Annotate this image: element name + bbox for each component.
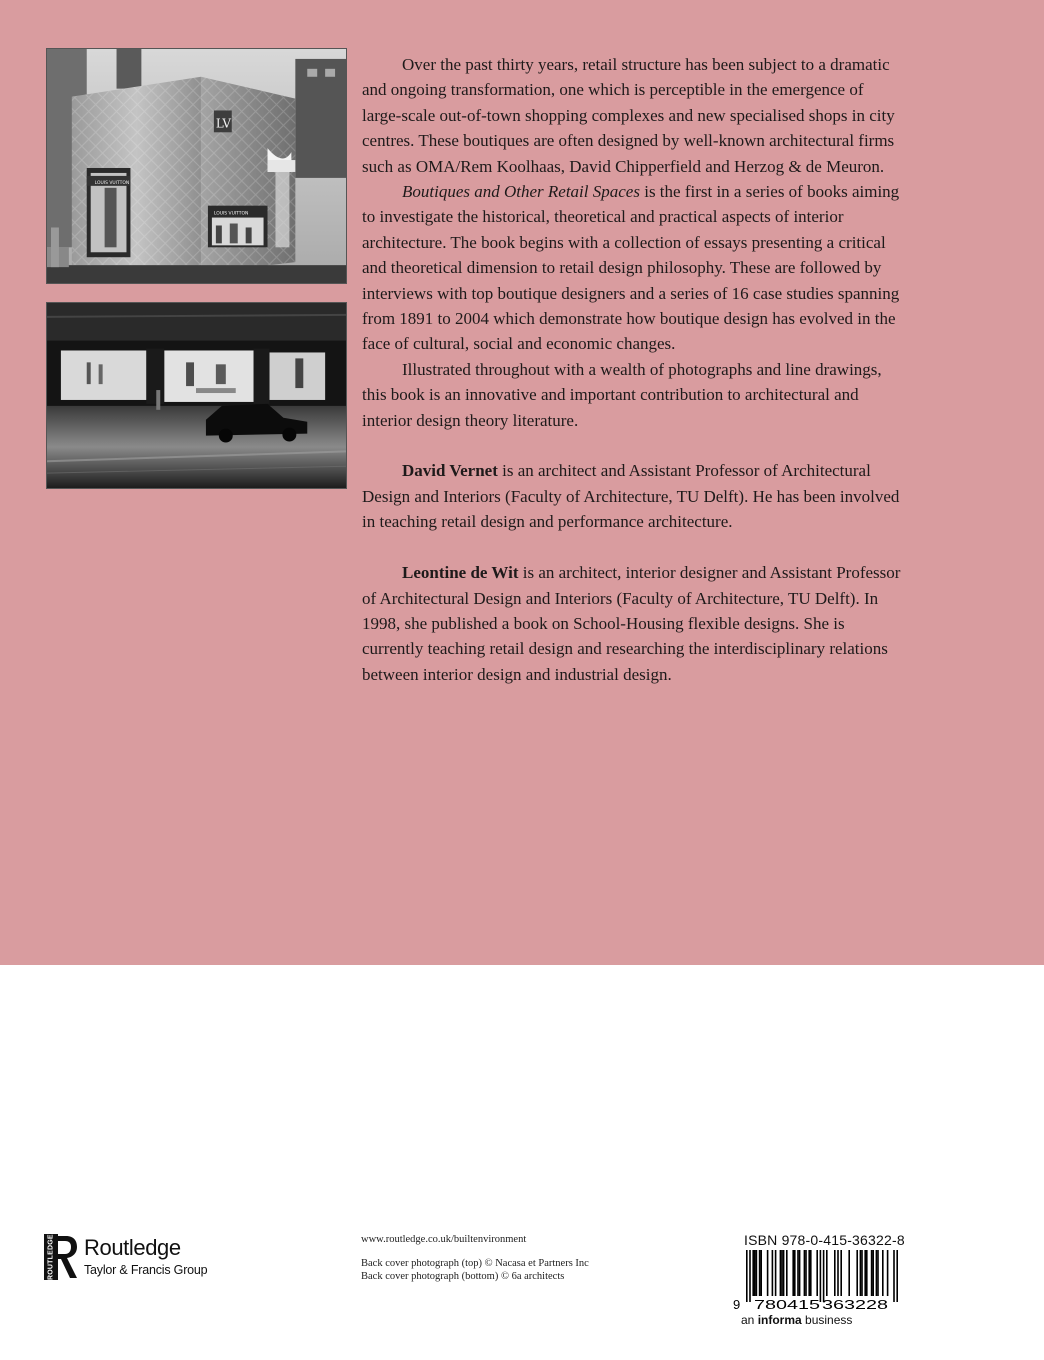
author-bio-text-1: is an architect and Assistant Professor of Architectural Design and Interiors (Faculty of Architecture, TU Delft). He has been involved in teaching retail design and performance architecture.: [362, 461, 900, 532]
barcode-first-digit: 9: [733, 1297, 741, 1310]
barcode-left-digits: 780415: [754, 1297, 820, 1310]
publisher-group: Taylor & Francis Group: [84, 1263, 208, 1277]
barcode-bar: [834, 1250, 836, 1296]
lv-sign-door: LOUIS VUITTON: [94, 180, 130, 186]
informa-tagline: [741, 1313, 852, 1327]
barcode-bar: [752, 1250, 754, 1296]
barcode-bar: [804, 1250, 806, 1296]
logo-side-word: ROUTLEDGE: [47, 1234, 55, 1280]
barcode-bar: [780, 1250, 782, 1296]
barcode-bar: [871, 1250, 873, 1296]
book-title-italic: Boutiques and Other Retail Spaces: [402, 182, 640, 202]
barcode-bar: [799, 1250, 801, 1296]
barcode-bar: [893, 1250, 895, 1302]
barcode-bar: [772, 1250, 774, 1296]
barcode-bar: [805, 1250, 807, 1296]
barcode-bar: [783, 1250, 785, 1296]
barcode-bar: [786, 1250, 788, 1296]
blurb-paragraph-3: Illustrated throughout with a wealth of photographs and line drawings, this book is an innovative and important contribution to architectural and interior design theory literature.: [362, 359, 882, 430]
barcode-bar: [887, 1250, 889, 1296]
back-cover-blurb: [362, 52, 902, 687]
barcode-bar: [754, 1250, 756, 1296]
barcode-bar: [816, 1250, 818, 1296]
barcode-bar: [848, 1250, 850, 1296]
informa-bold: informa: [757, 1313, 802, 1327]
author-bio-1: [362, 458, 902, 534]
barcode-bar: [756, 1250, 758, 1296]
publisher-url[interactable]: www.routledge.co.uk/builtenvironment: [361, 1234, 527, 1245]
blurb-paragraph-2: [362, 179, 902, 357]
barcode-bar: [837, 1250, 839, 1296]
barcode-bar: [861, 1250, 863, 1296]
barcode: [732, 1250, 902, 1310]
blurb-paragraph-1: Over the past thirty years, retail structure has been subject to a dramatic and ongoing transformation, one which is perceptible in the emergence of large-scale out-of-town shopping complexes and new specialised shops in city centres. These boutiques are often designed by well-known architectural firms such as OMA/Rem Koolhaas, David Chipperfield and Herzog & de Meuron.: [362, 55, 895, 176]
lv-logo-text: LV: [215, 116, 231, 131]
barcode-bar: [876, 1250, 878, 1296]
barcode-bar: [759, 1250, 761, 1296]
barcode-bar: [896, 1250, 898, 1302]
barcode-bar: [749, 1250, 751, 1302]
barcode-bar: [808, 1250, 810, 1296]
barcode-bar: [746, 1250, 748, 1302]
blurb-paragraph-2-text: is the first in a series of books aiming to investigate the historical, theoretical and practical aspects of interior architecture. The book begins with a collection of essays presenting a critical and theoretical dimension to retail design philosophy. These are followed by interviews with top boutique designers and a series of 16 case studies spanning from 1891 to 2004 which demonstrate how boutique design has evolved in the face of cultural, social and economic changes.: [362, 182, 900, 354]
barcode-bar: [826, 1250, 828, 1296]
barcode-bar: [794, 1250, 796, 1296]
author-name-1: David Vernet: [402, 461, 498, 481]
photo-credit-bottom: Back cover photograph (bottom) © 6a architects: [361, 1271, 565, 1282]
photo-credit-top: Back cover photograph (top) © Nacasa et Partners Inc: [361, 1258, 589, 1269]
barcode-bar: [820, 1250, 822, 1302]
barcode-bar: [840, 1250, 842, 1296]
publisher-name: Routledge: [84, 1235, 181, 1260]
author-bio-2: [362, 560, 902, 687]
publisher-logo: [44, 1234, 244, 1282]
barcode-bar: [866, 1250, 868, 1296]
barcode-bar: [877, 1250, 879, 1296]
storefront-photo-top: [46, 48, 347, 284]
barcode-bar: [810, 1250, 812, 1296]
barcode-bar: [823, 1250, 825, 1302]
author-name-2: Leontine de Wit: [402, 563, 519, 583]
barcode-bar: [760, 1250, 762, 1296]
informa-suffix: business: [801, 1313, 853, 1327]
barcode-bar: [775, 1250, 777, 1296]
informa-prefix: an: [741, 1313, 758, 1327]
barcode-bar: [864, 1250, 866, 1296]
credits-block: [361, 1233, 589, 1283]
author-bio-text-2: is an architect, interior designer and Assistant Professor of Architectural Design and Interiors (Faculty of Architecture, TU Delft). In 1998, she published a book on School-Housing flexible designs. She is currently teaching retail design and researching the interdisciplinary relations between interior design and industrial design.: [362, 563, 901, 684]
lv-sign-window: LOUIS VUITTON: [213, 211, 249, 217]
barcode-bar: [882, 1250, 884, 1296]
barcode-bar: [856, 1250, 858, 1296]
isbn-label: ISBN 978-0-415-36322-8: [744, 1232, 905, 1248]
storefront-photo-bottom: [46, 302, 347, 489]
barcode-bar: [767, 1250, 769, 1296]
barcode-bar: [797, 1250, 799, 1296]
barcode-bar: [872, 1250, 874, 1296]
barcode-bar: [860, 1250, 862, 1296]
barcode-right-digits: 363228: [822, 1297, 888, 1310]
barcode-bar: [792, 1250, 794, 1296]
barcode-bar: [781, 1250, 783, 1296]
